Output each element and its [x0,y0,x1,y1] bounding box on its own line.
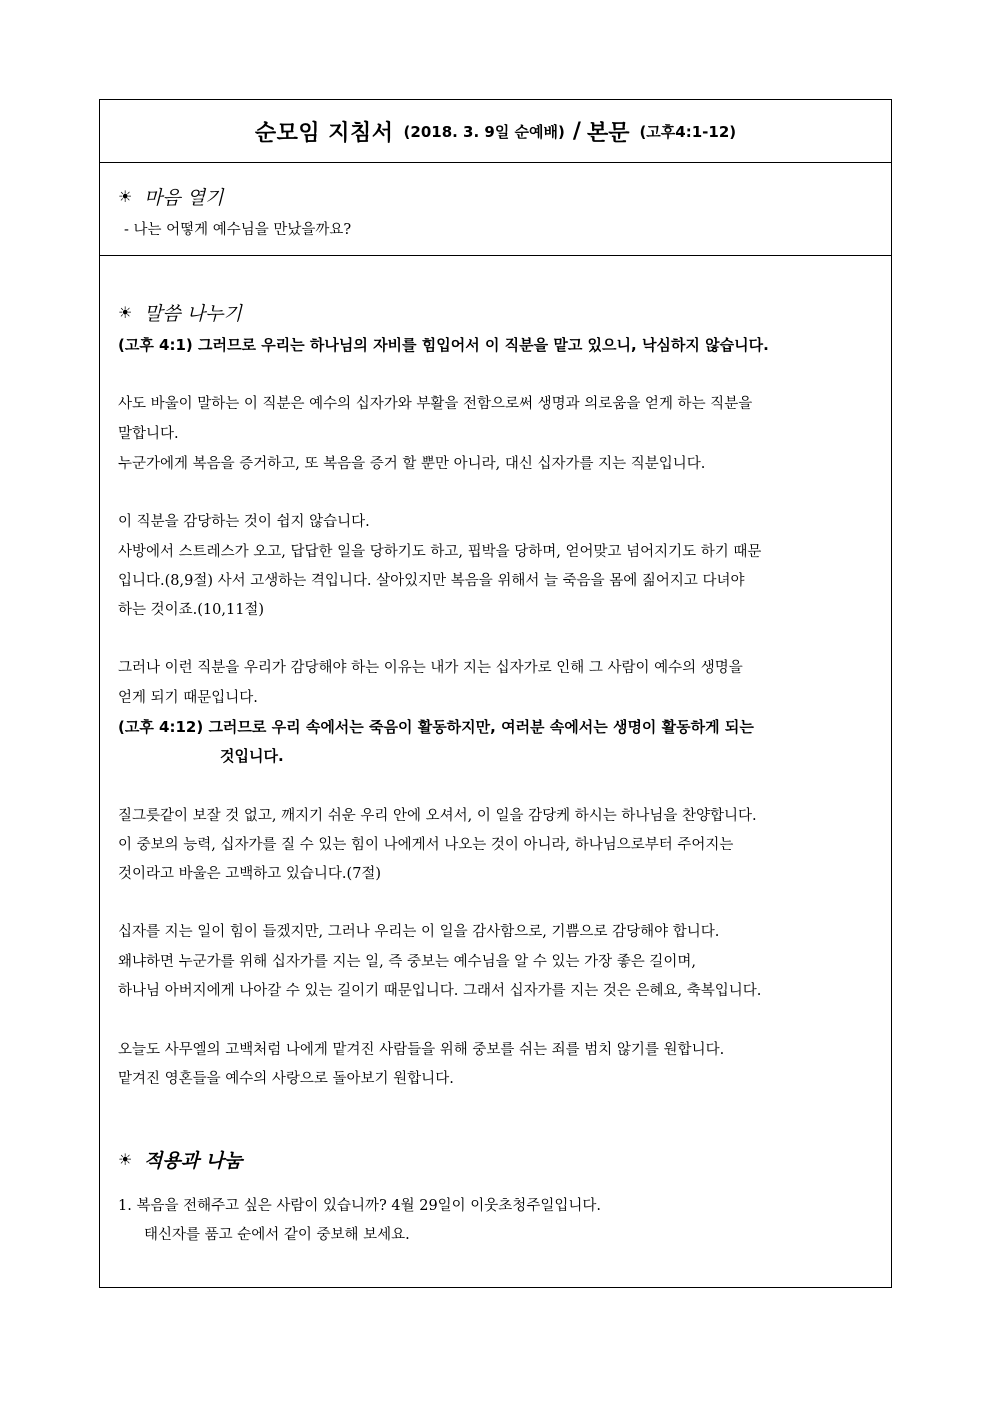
word-section-heading [118,299,242,326]
open-question: - 나는 어떻게 예수님을 만났을까요? [124,222,352,238]
verse-2-cont: 것입니다. [220,747,284,765]
text-line: 말합니다. [118,426,179,442]
apply-section-heading [118,1146,242,1173]
open-section [100,163,891,256]
open-section-heading [118,183,223,210]
sun-icon: ☀ [118,186,133,206]
title-reference: (고후4:1-12) [639,122,737,141]
text-line: 하나님 아버지에게 나아갈 수 있는 길이기 때문입니다. 그래서 십자가를 지는 것은 은혜요, 축복입니다. [118,983,762,999]
text-line: 십자를 지는 일이 힘이 들겠지만, 그러나 우리는 이 일을 감사함으로, 기쁨으로 감당해야 합니다. [118,924,720,940]
text-line: 그러나 이런 직분을 우리가 감당해야 하는 이유는 내가 지는 십자가로 인해 그 사람이 예수의 생명을 [118,660,743,676]
title-body-label: 본문 [586,120,630,146]
text-line: 것이라고 바울은 고백하고 있습니다.(7절) [118,866,382,882]
text-line: 얻게 되기 때문입니다. [118,690,258,706]
word-section-title: 말씀 나누기 [144,303,242,325]
verse-1: (고후 4:1) 그러므로 우리는 하나님의 자비를 힘입어서 이 직분을 맡고 있으니, 낙심하지 않습니다. [118,336,769,354]
text-line: 이 중보의 능력, 십자가를 질 수 있는 힘이 나에게서 나오는 것이 아니라, 하나님으로부터 주어지는 [118,837,734,853]
text-line: 입니다.(8,9절) 사서 고생하는 격입니다. 살아있지만 복음을 위해서 늘 죽음을 몸에 짊어지고 다녀야 [118,573,745,589]
text-line: 사방에서 스트레스가 오고, 답답한 일을 당하기도 하고, 핍박을 당하며, 얻어맞고 넘어지기도 하기 때문 [118,544,762,560]
word-section [100,256,891,1286]
text-line: 이 직분을 감당하는 것이 쉽지 않습니다. [118,514,370,530]
text-line: 누군가에게 복음을 증거하고, 또 복음을 증거 할 뿐만 아니라, 대신 십자가를 지는 직분입니다. [118,456,706,472]
sun-icon: ☀ [118,302,133,322]
apply-section-title: 적용과 나눔 [144,1150,243,1172]
sun-icon: ☀ [118,1149,133,1169]
verse-2: (고후 4:12) 그러므로 우리 속에서는 죽음이 활동하지만, 여러분 속에서는 생명이 활동하게 되는 [118,718,754,736]
text-line: 질그릇같이 보잘 것 없고, 깨지기 쉬운 우리 안에 오셔서, 이 일을 감당케 하시는 하나님을 찬양합니다. [118,808,757,824]
text-line: 사도 바울이 말하는 이 직분은 예수의 십자가와 부활을 전함으로써 생명과 의로움을 얻게 하는 직분을 [118,396,753,412]
title-date: (2018. 3. 9일 순예배) [403,122,565,141]
text-line: 왜냐하면 누군가를 위해 십자가를 지는 일, 즉 중보는 예수님을 알 수 있는 가장 좋은 길이며, [118,954,696,970]
title-separator: / [572,118,581,144]
text-line: 오늘도 사무엘의 고백처럼 나에게 맡겨진 사람들을 위해 중보를 쉬는 죄를 범치 않기를 원합니다. [118,1042,725,1058]
text-line: 하는 것이죠.(10,11절) [118,602,265,618]
title-row [100,100,891,163]
open-section-title: 마음 열기 [144,187,224,209]
apply-item: 1. 복음을 전해주고 싶은 사람이 있습니까? 4월 29일이 이웃초청주일입니다. [118,1198,601,1214]
text-line: 맡겨진 영혼들을 예수의 사랑으로 돌아보기 원합니다. [118,1071,454,1087]
page-title: 순모임 지침서 [254,120,394,146]
apply-item-cont: 태신자를 품고 순에서 같이 중보해 보세요. [144,1227,410,1243]
worksheet-frame [99,99,892,1288]
